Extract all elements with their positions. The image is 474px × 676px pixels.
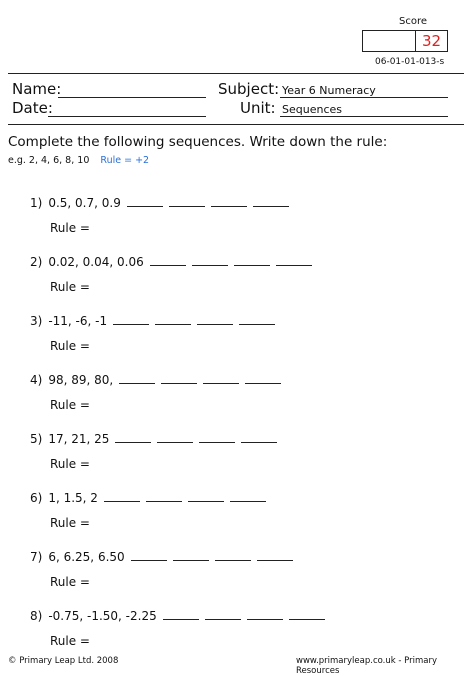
- question-sequence: 98, 89, 80,: [48, 373, 114, 387]
- answer-blank[interactable]: [150, 264, 186, 266]
- answer-blank[interactable]: [192, 264, 228, 266]
- question-sequence: 1, 1.5, 2: [48, 491, 98, 505]
- question-5: [30, 432, 277, 446]
- question-number: 8): [30, 609, 43, 623]
- example: [8, 155, 149, 166]
- question-sequence: -11, -6, -1: [48, 314, 108, 328]
- answer-blank[interactable]: [161, 382, 197, 384]
- instruction-text: Complete the following sequences. Write down the rule:: [8, 134, 388, 150]
- answer-blank[interactable]: [205, 618, 241, 620]
- name-field[interactable]: [58, 97, 206, 98]
- question-sequence: -0.75, -1.50, -2.25: [48, 609, 157, 623]
- subject-field[interactable]: [280, 97, 448, 98]
- score-blank-cell: [363, 31, 416, 51]
- question-number: 3): [30, 314, 43, 328]
- answer-blank[interactable]: [155, 323, 191, 325]
- footer-website: www.primaryleap.co.uk - Primary Resources: [296, 656, 437, 676]
- answer-blank[interactable]: [188, 500, 224, 502]
- rule-label: Rule =: [50, 575, 90, 589]
- answer-blank[interactable]: [215, 559, 251, 561]
- worksheet-code: 06-01-01-013-s: [375, 57, 445, 67]
- question-number: 7): [30, 550, 43, 564]
- rule-label: Rule =: [50, 339, 90, 353]
- answer-blank[interactable]: [253, 205, 289, 207]
- answer-blank[interactable]: [119, 382, 155, 384]
- answer-blank[interactable]: [157, 441, 193, 443]
- question-number: 4): [30, 373, 43, 387]
- answer-blank[interactable]: [113, 323, 149, 325]
- answer-blank[interactable]: [247, 618, 283, 620]
- rule-label: Rule =: [50, 221, 90, 235]
- question-number: 2): [30, 255, 43, 269]
- answer-blank[interactable]: [203, 382, 239, 384]
- answer-blank[interactable]: [163, 618, 199, 620]
- answer-blank[interactable]: [239, 323, 275, 325]
- answer-blank[interactable]: [234, 264, 270, 266]
- answer-blank[interactable]: [276, 264, 312, 266]
- question-number: 6): [30, 491, 43, 505]
- answer-blank[interactable]: [257, 559, 293, 561]
- question-3: [30, 314, 275, 328]
- unit-field[interactable]: [280, 116, 448, 117]
- question-2: [30, 255, 312, 269]
- question-7: [30, 550, 293, 564]
- rule-label: Rule =: [50, 516, 90, 530]
- rule-label: Rule =: [50, 280, 90, 294]
- question-4: [30, 373, 281, 387]
- answer-blank[interactable]: [169, 205, 205, 207]
- date-label: Date:: [12, 99, 53, 117]
- question-number: 5): [30, 432, 43, 446]
- unit-value: Sequences: [282, 103, 342, 116]
- header-top-rule: [8, 73, 464, 74]
- answer-blank[interactable]: [104, 500, 140, 502]
- question-8: [30, 609, 325, 623]
- answer-blank[interactable]: [115, 441, 151, 443]
- question-number: 1): [30, 196, 43, 210]
- footer-copyright: © Primary Leap Ltd. 2008: [8, 656, 119, 666]
- score-value: 32: [421, 32, 442, 50]
- answer-blank[interactable]: [230, 500, 266, 502]
- question-6: [30, 491, 266, 505]
- question-sequence: 0.5, 0.7, 0.9: [48, 196, 121, 210]
- example-sequence: e.g. 2, 4, 6, 8, 10: [8, 155, 90, 166]
- unit-label: Unit:: [240, 99, 276, 117]
- score-label: Score: [399, 16, 428, 27]
- answer-blank[interactable]: [146, 500, 182, 502]
- answer-blank[interactable]: [211, 205, 247, 207]
- date-field[interactable]: [48, 116, 206, 117]
- question-1: [30, 196, 289, 210]
- question-sequence: 17, 21, 25: [48, 432, 110, 446]
- question-sequence: 6, 6.25, 6.50: [48, 550, 125, 564]
- rule-label: Rule =: [50, 634, 90, 648]
- subject-value: Year 6 Numeracy: [282, 84, 376, 97]
- answer-blank[interactable]: [199, 441, 235, 443]
- example-rule: Rule = +2: [100, 155, 150, 166]
- rule-label: Rule =: [50, 457, 90, 471]
- header-bottom-rule: [8, 124, 464, 125]
- score-box: [362, 30, 448, 52]
- subject-label: Subject:: [218, 80, 280, 98]
- answer-blank[interactable]: [245, 382, 281, 384]
- answer-blank[interactable]: [131, 559, 167, 561]
- answer-blank[interactable]: [173, 559, 209, 561]
- rule-label: Rule =: [50, 398, 90, 412]
- answer-blank[interactable]: [289, 618, 325, 620]
- answer-blank[interactable]: [127, 205, 163, 207]
- name-label: Name:: [12, 80, 62, 98]
- question-sequence: 0.02, 0.04, 0.06: [48, 255, 144, 269]
- answer-blank[interactable]: [197, 323, 233, 325]
- answer-blank[interactable]: [241, 441, 277, 443]
